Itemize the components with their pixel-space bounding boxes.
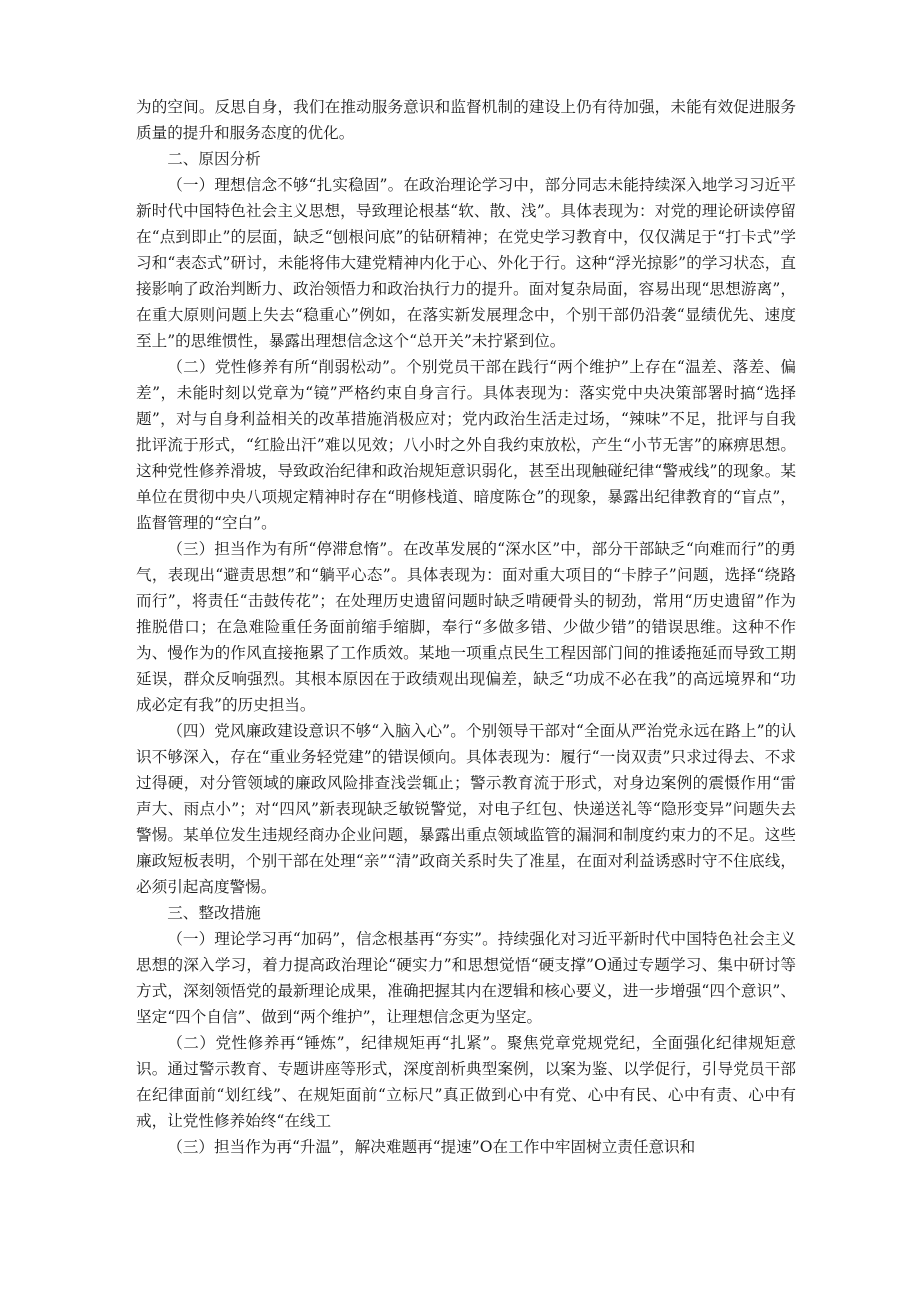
paragraph-cause-4: （四）党风廉政建设意识不够“入脑入心”。个别领导干部对“全面从严治党永远在路上”的认识不够深入，存在“重业务轻党建”的错误倾向。具体表现为：履行“一岗双责”只求过得去、不求过得硬，对分管领域的廉政风险排查浅尝辄止；警示教育流于形式，对身边案例的震慑作用“雷声大、雨点小”；对“四风”新表现缺乏敏锐警觉，对电子红包、快递送礼等“隐形变异”问题失去警惕。某单位发生违规经商办企业问题，暴露出重点领域监管的漏洞和制度约束力的不足。这些廉政短板表明，个别干部在处理“亲”“清”政商关系时失了准星，在面对利益诱惑时守不住底线，必须引起高度警惕。: [136, 722, 796, 896]
section-heading-rectification: 三、整改措施: [167, 904, 261, 922]
paragraph-intro-continuation: 为的空间。反思自身，我们在推动服务意识和监督机制的建设上仍有待加强，未能有效促进服务质量的提升和服务态度的优化。: [136, 98, 796, 142]
paragraph-cause-3: （三）担当作为有所“停滞怠惰”。在改革发展的“深水区”中，部分干部缺乏“向难而行”的勇气，表现出“避责思想”和“躺平心态”。具体表现为：面对重大项目的“卡脖子”问题，选择“绕路而行”，将责任“击鼓传花”；在处理历史遗留问题时缺乏啃硬骨头的韧劲，常用“历史遗留”作为推脱借口；在急难险重任务面前缩手缩脚，奉行“多做多错、少做少错”的错误思维。这种不作为、慢作为的作风直接拖累了工作质效。某地一项重点民生工程因部门间的推诿拖延而导致工期延误，群众反响强烈。其根本原因在于政绩观出现偏差，缺乏“功成不必在我”的高远境界和“功成必定有我”的历史担当。: [136, 540, 796, 714]
paragraph-cause-2: （二）党性修养有所“削弱松动”。个别党员干部在践行“两个维护”上存在“温差、落差、偏差”，未能时刻以党章为“镜”严格约束自身言行。具体表现为：落实党中央决策部署时搞“选择题”，对与自身利益相关的改革措施消极应对；党内政治生活走过场，“辣味”不足，批评与自我批评流于形式，“红脸出汗”难以见效；八小时之外自我约束放松，产生“小节无害”的麻痹思想。这种党性修养滑坡，导致政治纪律和政治规矩意识弱化，甚至出现触碰纪律“警戒线”的现象。某单位在贯彻中央八项规定精神时存在“明修栈道、暗度陈仓”的现象，暴露出纪律教育的“盲点”，监督管理的“空白”。: [136, 358, 796, 532]
paragraph-measure-1: （一）理论学习再“加码”，信念根基再“夯实”。持续强化对习近平新时代中国特色社会主义思想的深入学习，着力提高政治理论“硬实力”和思想觉悟“硬支撑”O通过专题学习、集中研讨等方式，深刻领悟党的最新理论成果，准确把握其内在逻辑和核心要义，进一步增强“四个意识”、坚定“四个自信”、做到“两个维护”，让理想信念更为坚定。: [136, 930, 796, 1026]
paragraph-measure-2: （二）党性修养再“锤炼”，纪律规矩再“扎紧”。聚焦党章党规党纪，全面强化纪律规矩意识。通过警示教育、专题讲座等形式，深度剖析典型案例，以案为鉴、以学促行，引导党员干部在纪律面前“划红线”、在规矩面前“立标尺”真正做到心中有党、心中有民、心中有责、心中有戒，让党性修养始终“在线工: [136, 1034, 796, 1130]
paragraph-cause-1: （一）理想信念不够“扎实稳固”。在政治理论学习中，部分同志未能持续深入地学习习近平新时代中国特色社会主义思想，导致理论根基“软、散、浅”。具体表现为：对党的理论研读停留在“点到即止”的层面，缺乏“刨根问底”的钻研精神；在党史学习教育中，仅仅满足于“打卡式”学习和“表态式”研讨，未能将伟大建党精神内化于心、外化于行。这种“浮光掠影”的学习状态，直接影响了政治判断力、政治领悟力和政治执行力的提升。面对复杂局面，容易出现“思想游离”，在重大原则问题上失去“稳重心”例如，在落实新发展理念中，个别干部仍沿袭“显绩优先、速度至上”的思维惯性，暴露出理想信念这个“总开关”未拧紧到位。: [136, 176, 796, 350]
paragraph-measure-3: （三）担当作为再“升温”，解决难题再“提速”O在工作中牢固树立责任意识和: [167, 1138, 696, 1156]
section-heading-cause-analysis: 二、原因分析: [167, 150, 261, 168]
document-body: [136, 94, 796, 1160]
